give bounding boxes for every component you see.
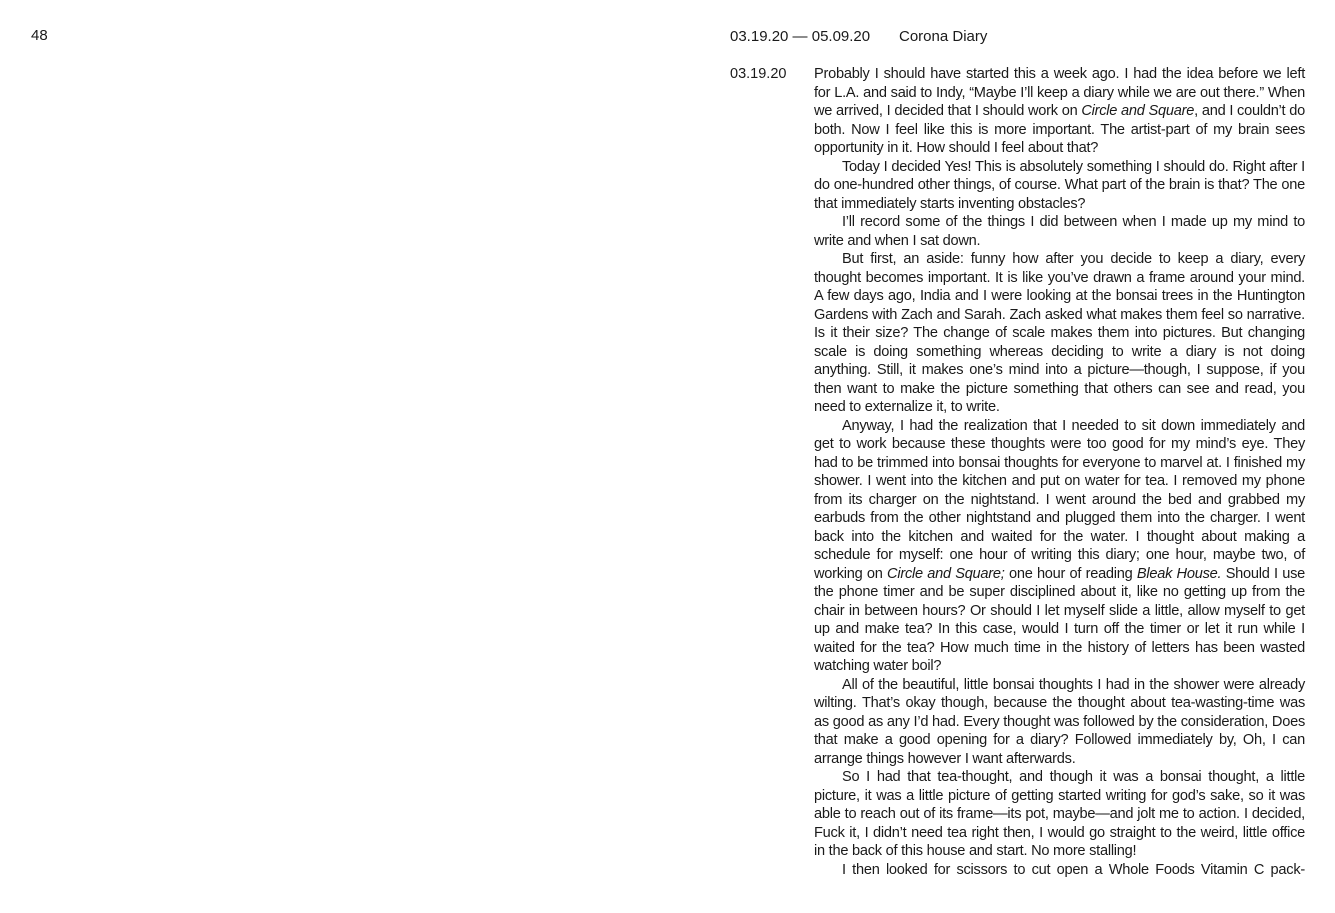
paragraph: Anyway, I had the realization that I needed to sit down immediately and get to work because these thoughts were too good for my mind’s eye. They had to be trimmed into bonsai thoughts for everyone to marvel at. I finished my shower. I went into the kitchen and put on water for tea. I removed my phone from its charger on the nightstand. I went around the bed and grabbed my earbuds from the other nightstand and plugged them into the charger. I went back into the kitchen and waited for the water. I thought about making a schedule for myself: one hour of writing this diary; one hour, maybe two, of working on Circle and Square; one hour of reading Bleak House. Should I use the phone timer and be super disciplined about it, like no getting up from the chair in between hours? Or should I let myself slide a little, allow myself to get up and make tea? In this case, would I turn off the timer or let it run while I waited for the tea? How much time in the history of letters has been wasted watching water boil? <box>814 417 1305 674</box>
running-head-date-range: 03.19.20 — 05.09.20 <box>730 28 871 45</box>
book-title: Bleak House. <box>1136 565 1222 582</box>
running-head-title: Corona Diary <box>899 28 988 45</box>
paragraph: Probably I should have started this a week ago. I had the idea before we left for L.A. and said to Indy, “Maybe I’ll keep a diary while we are out there.” When we arrived, I decided that I should work on Circle and Square, and I couldn’t do both. Now I feel like this is more important. The artist-part of my brain sees opportunity in it. How should I feel about that? <box>814 66 1305 156</box>
paragraph: I then looked for scissors to cut open a Whole Foods Vitamin C pack- <box>842 861 1305 878</box>
book-title: Circle and Square <box>1081 103 1195 119</box>
paragraph: All of the beautiful, little bonsai thoughts I had in the shower were already wilting. That’s okay though, because the thought about tea-wasting-time was as good as any I’d had. Every thought was followed by the consideration, Does that make a good opening for a diary? Followed immediately by, Oh, I can arrange things however I want afterwards. <box>814 676 1305 767</box>
running-head <box>730 28 987 46</box>
entry-body <box>814 65 1305 879</box>
paragraph: I’ll record some of the things I did between when I made up my mind to write and when I sat down. <box>814 214 1305 249</box>
entry-date: 03.19.20 <box>730 66 787 82</box>
page-number: 48 <box>31 27 48 44</box>
paragraph: So I had that tea-thought, and though it was a bonsai thought, a little picture, it was a little picture of getting started writing for god’s sake, so it was able to reach out of its frame—its pot, maybe—and jolt me to action. I decided, Fuck it, I didn’t need tea right then, I would go straight to the weird, little office in the back of this house and start. No more stalling! <box>814 769 1305 859</box>
paragraph: Today I decided Yes! This is absolutely something I should do. Right after I do one-hundred other things, of course. What part of the brain is that? The one that immediately starts inventing obstacles? <box>814 158 1305 212</box>
book-title: Circle and Square; <box>887 565 1005 582</box>
paragraph: But first, an aside: funny how after you decide to keep a diary, every thought becomes important. It is like you’ve drawn a frame around your mind. A few days ago, India and I were looking at the bonsai trees in the Huntington Gardens with Zach and Sarah. Zach asked what makes them feel so narrative. Is it their size? The change of scale makes them into pictures. But changing scale is doing something whereas deciding to write a diary is not doing anything. Still, it makes one’s mind into a picture—though, I suppose, if you then want to make the picture something that others can see and read, you need to externalize it, to write. <box>814 251 1305 415</box>
